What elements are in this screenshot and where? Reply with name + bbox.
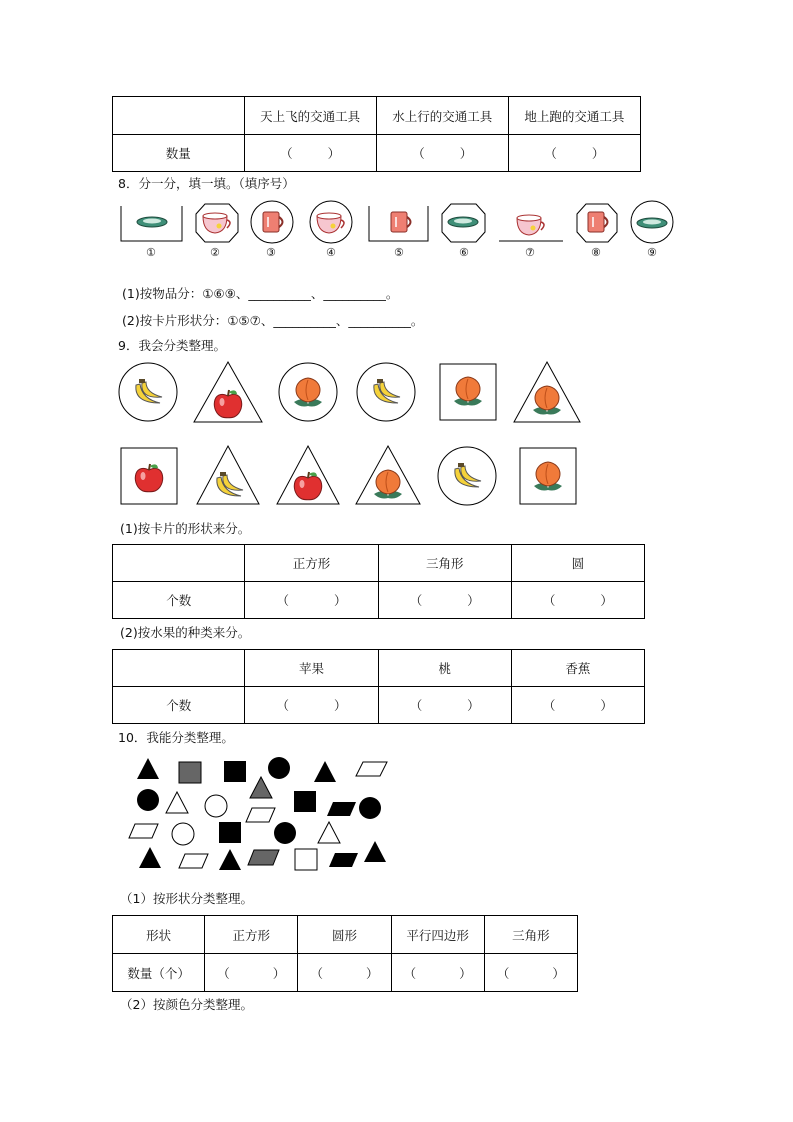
q10-shape (329, 853, 358, 867)
q10-header-circle: 圆形 (298, 916, 391, 954)
q10-shape (318, 822, 340, 843)
q9-t1-answer-circle[interactable]: （ ） (511, 582, 644, 619)
q10-title: 10．我能分类整理。 (118, 730, 234, 745)
q9-t1-answer-triangle[interactable]: （ ） (378, 582, 511, 619)
q7-answer-air[interactable]: （ ） (244, 135, 376, 172)
q7-row-label: 数量 (113, 135, 245, 172)
q10-shape (250, 777, 272, 798)
q9-t2-answer-banana[interactable]: （ ） (511, 687, 644, 724)
q9-t1-header-circle: 圆 (511, 545, 644, 582)
q8-item-5 (369, 206, 428, 241)
q10-sub2: （2）按颜色分类整理。 (120, 997, 253, 1012)
q8-num-7: ⑦ (525, 246, 535, 259)
q10-shape (179, 762, 201, 783)
q10-shape (274, 822, 296, 844)
q10-answer-triangle[interactable]: （ ） (484, 954, 577, 992)
q9-shape-table (112, 544, 645, 619)
q8-num-2: ② (210, 246, 220, 259)
q8-line1[interactable]: (1)按物品分：①⑥⑨、__________、__________。 (122, 286, 399, 301)
q9-card-4 (357, 363, 415, 421)
q9-t1-header-triangle: 三角形 (378, 545, 511, 582)
q10-shape (248, 850, 279, 865)
q9-t2-answer-peach[interactable]: （ ） (378, 687, 511, 724)
q9-title: 9．我会分类整理。 (118, 338, 226, 353)
q10-answer-square[interactable]: （ ） (205, 954, 298, 992)
q10-shape (246, 808, 275, 822)
q8-item-6 (442, 204, 485, 242)
q10-header-parallelogram: 平行四边形 (391, 916, 484, 954)
q8-num-1: ① (146, 246, 156, 259)
q10-answer-parallelogram[interactable]: （ ） (391, 954, 484, 992)
q9-t2-header-banana: 香蕉 (511, 650, 644, 687)
q10-header-triangle: 三角形 (484, 916, 577, 954)
q9-card-9 (277, 446, 339, 504)
q9-sub2: (2)按水果的种类来分。 (120, 625, 251, 640)
q8-num-5: ⑤ (394, 246, 404, 259)
q10-shape (224, 761, 246, 782)
q8-item-8 (577, 204, 617, 242)
q8-title: 8．分一分，填一填。（填序号） (118, 176, 295, 191)
q8-num-9: ⑨ (647, 246, 657, 259)
q10-shape (364, 841, 386, 862)
q7-header-water: 水上行的交通工具 (376, 97, 508, 135)
q10-answer-circle[interactable]: （ ） (298, 954, 391, 992)
q9-t1-header-blank (113, 545, 245, 582)
q10-shape (268, 757, 290, 779)
q10-shape (137, 758, 159, 779)
q7-answer-land[interactable]: （ ） (508, 135, 640, 172)
q9-fruit-cards-figure (0, 356, 793, 516)
q10-shape (166, 792, 188, 813)
q10-shape (295, 849, 317, 870)
q9-card-7 (121, 448, 177, 504)
q8-item-4 (310, 201, 352, 243)
q9-t2-answer-apple[interactable]: （ ） (245, 687, 378, 724)
q9-fruit-table (112, 649, 645, 724)
q10-shape (356, 762, 387, 776)
q10-shape (359, 797, 381, 819)
q10-shape (172, 823, 194, 845)
q9-card-11 (438, 447, 496, 505)
q7-header-air: 天上飞的交通工具 (244, 97, 376, 135)
q9-t1-header-square: 正方形 (245, 545, 378, 582)
q9-card-8 (197, 446, 259, 504)
q8-num-4: ④ (326, 246, 336, 259)
q10-shape (314, 761, 336, 782)
q10-shape (137, 789, 159, 811)
q10-shape (294, 791, 316, 812)
q9-t2-row-label: 个数 (113, 687, 245, 724)
q9-t1-answer-square[interactable]: （ ） (245, 582, 378, 619)
q8-num-8: ⑧ (591, 246, 601, 259)
q9-card-10 (356, 446, 420, 504)
q10-shape (179, 854, 208, 868)
q8-num-3: ③ (266, 246, 276, 259)
q9-card-6 (514, 362, 580, 422)
q9-t2-header-peach: 桃 (378, 650, 511, 687)
q10-header-square: 正方形 (205, 916, 298, 954)
q9-card-2 (194, 362, 262, 422)
q8-item-7 (499, 215, 563, 241)
q8-line2[interactable]: (2)按卡片形状分：①⑤⑦、__________、__________。 (122, 313, 424, 328)
q10-sub1: （1）按形状分类整理。 (120, 891, 253, 906)
q8-item-2 (196, 204, 238, 242)
q9-t2-header-apple: 苹果 (245, 650, 378, 687)
q10-header-shape: 形状 (113, 916, 205, 954)
q10-shape (205, 795, 227, 817)
q9-card-5 (440, 364, 496, 420)
q9-card-1 (119, 363, 177, 421)
q9-t1-row-label: 个数 (113, 582, 245, 619)
q9-card-12 (520, 448, 576, 504)
q10-shape (129, 824, 158, 838)
q8-items-figure (0, 198, 793, 278)
q8-item-9 (631, 201, 673, 243)
q9-card-3 (279, 363, 337, 421)
q9-t2-header-blank (113, 650, 245, 687)
q7-header-blank (113, 97, 245, 135)
q10-shape-table (112, 915, 578, 992)
q10-shape (219, 822, 241, 843)
q7-answer-water[interactable]: （ ） (376, 135, 508, 172)
q7-header-land: 地上跑的交通工具 (508, 97, 640, 135)
q10-shape (327, 802, 356, 816)
q8-item-3 (251, 201, 293, 243)
q8-item-1 (121, 206, 182, 241)
q9-sub1: (1)按卡片的形状来分。 (120, 521, 251, 536)
q10-shapes-figure (0, 755, 793, 875)
q7-table (112, 96, 641, 172)
q10-shape (219, 849, 241, 870)
q8-num-6: ⑥ (459, 246, 469, 259)
q10-shape (139, 847, 161, 868)
q10-row-label: 数量（个） (113, 954, 205, 992)
